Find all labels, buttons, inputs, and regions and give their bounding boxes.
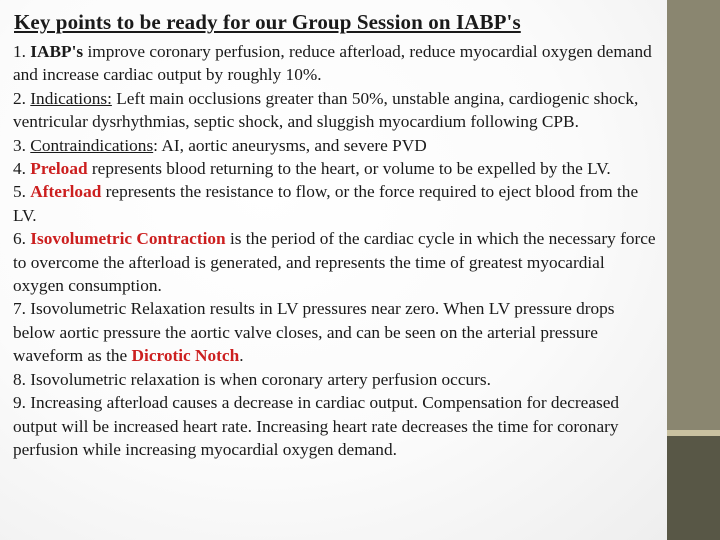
point-5 — [13, 180, 658, 227]
point-2 — [13, 87, 658, 134]
key-points-list — [13, 40, 658, 461]
point-1 — [13, 40, 658, 87]
point-term-highlight: Dicrotic Notch — [131, 346, 240, 366]
point-9 — [13, 391, 658, 461]
point-text: Left main occlusions greater than 50%, unstable angina, cardiogenic shock, ventricular dysrhythmias, septic shock, and sluggish myocardium following CPB. — [13, 88, 639, 132]
point-8 — [13, 368, 658, 391]
point-text: Isovolumetric Relaxation results in LV pressures near zero. When LV pressure drops below aortic pressure the aortic valve closes, and can be seen on the arterial pressure waveform as the — [13, 299, 615, 366]
point-number: 1. — [13, 42, 26, 61]
point-number: 8. — [13, 369, 26, 389]
point-4 — [13, 157, 658, 180]
point-term: IABP's — [30, 42, 84, 61]
point-term-highlight: Preload — [30, 159, 88, 179]
point-term: Contraindications — [30, 135, 154, 155]
point-6 — [13, 227, 658, 297]
sidebar-footer-panel — [667, 436, 720, 540]
point-text: improve coronary perfusion, reduce afterload, reduce myocardial oxygen demand and increase cardiac output by roughly 10%. — [13, 42, 652, 85]
point-number: 7. — [13, 299, 26, 319]
point-text: represents the resistance to flow, or the force required to eject blood from the LV. — [13, 182, 639, 225]
point-3 — [13, 134, 658, 157]
point-text: represents blood returning to the heart, or volume to be expelled by the LV. — [87, 159, 611, 179]
point-tail: . — [239, 346, 244, 366]
sidebar-panel — [667, 0, 720, 430]
point-term-highlight: Afterload — [30, 182, 102, 202]
point-7 — [13, 297, 658, 367]
slide-title: Key points to be ready for our Group Session on IABP's — [14, 10, 521, 34]
point-text: Increasing afterload causes a decrease in cardiac output. Compensation for decreased output will be increased heart rate. Increasing heart rate decreases the time for coronary perfusion while increasing myocardial oxygen demand. — [13, 393, 620, 459]
point-text: : AI, aortic aneurysms, and severe PVD — [153, 135, 427, 155]
point-number: 4. — [13, 159, 26, 179]
point-number: 2. — [13, 88, 26, 108]
point-term: Indications: — [30, 88, 112, 108]
point-text: is the period of the cardiac cycle in which the necessary force to overcome the afterload is generated, and represents the time of greatest myocardial oxygen consumption. — [13, 229, 656, 296]
point-number: 5. — [13, 182, 26, 202]
point-number: 9. — [13, 393, 26, 413]
point-text: Isovolumetric relaxation is when coronary artery perfusion occurs. — [30, 369, 491, 389]
decorative-sidebar — [667, 0, 720, 540]
point-number: 6. — [13, 229, 26, 249]
point-number: 3. — [13, 135, 26, 155]
point-term-highlight: Isovolumetric Contraction — [30, 229, 226, 249]
